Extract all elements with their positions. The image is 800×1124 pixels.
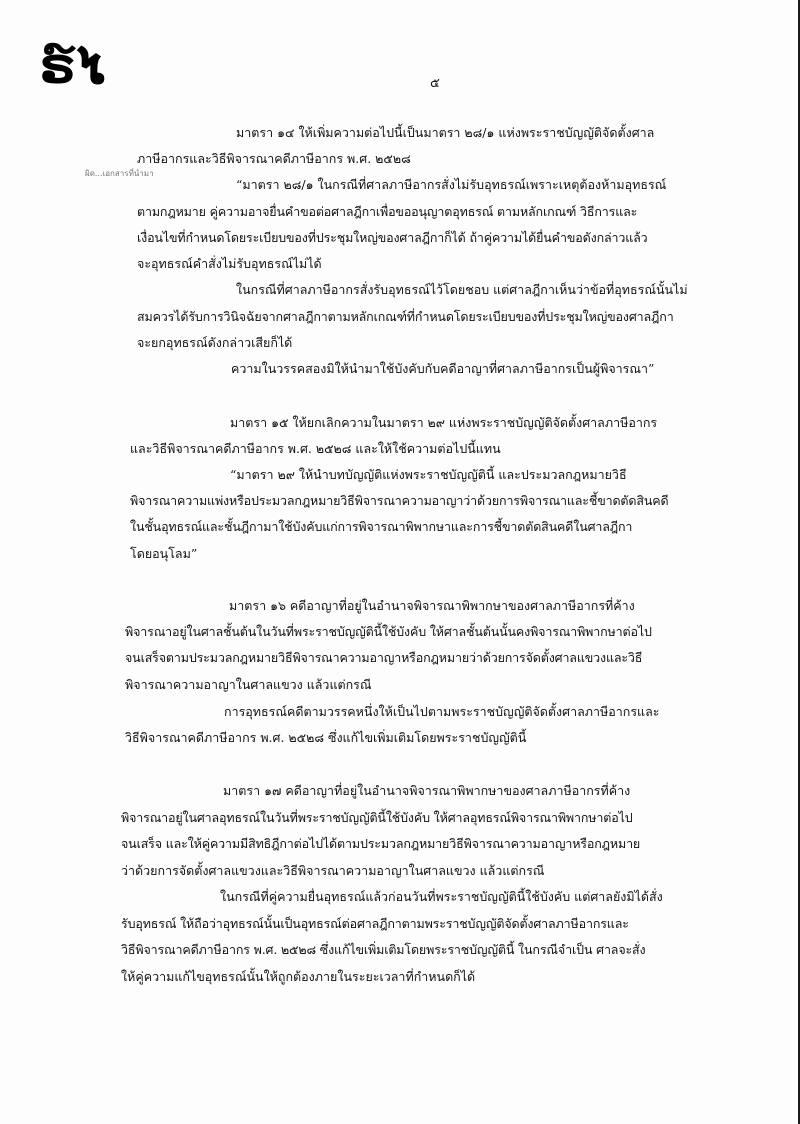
text-line: มาตรา ๑๔ ให้เพิ่มความต่อไปนี้เป็นมาตรา ๒๘/๑ แห่งพระราชบัญญัติจัดตั้งศาล (236, 125, 655, 140)
text-line: พิจารณาความแพ่งหรือประมวลกฎหมายวิธีพิจารณาความอาญาว่าด้วยการพิจารณาและชี้ขาดตัดสินคดี (130, 493, 669, 508)
text-line: รับอุทธรณ์ ให้ถือว่าอุทธรณ์นั้นเป็นอุทธรณ์ต่อศาลฎีกาตามพระราชบัญญัติจัดตั้งศาลภาษีอากรและ (121, 916, 629, 931)
text-line: พิจารณาอยู่ในศาลชั้นต้นในวันที่พระราชบัญญัตินี้ใช้บังคับ ให้ศาลชั้นต้นนั้นคงพิจารณาพิพากษาต่อไป (125, 624, 652, 639)
text-line: พิจารณาความอาญาในศาลแขวง แล้วแต่กรณี (125, 677, 372, 692)
text-line: “มาตรา ๒๙ ให้นำบทบัญญัติแห่งพระราชบัญญัตินี้ และประมวลกฎหมายวิธี (230, 467, 627, 482)
text-line: การอุทธรณ์คดีตามวรรคหนึ่งให้เป็นไปตามพระราชบัญญัติจัดตั้งศาลภาษีอากรและ (224, 704, 660, 719)
handwritten-mark: ຣ໌ໄ (40, 40, 109, 94)
text-line: และวิธีพิจารณาคดีภาษีอากร พ.ศ. ๒๕๒๘ และให้ใช้ความต่อไปนี้แทน (130, 441, 501, 456)
text-line: วิธีพิจารณาคดีภาษีอากร พ.ศ. ๒๕๒๘ ซึ่งแก้ไขเพิ่มเติมโดยพระราชบัญญัตินี้ (125, 730, 527, 745)
text-line: มาตรา ๑๗ คดีอาญาที่อยู่ในอำนาจพิจารณาพิพากษาของศาลภาษีอากรที่ค้าง (223, 783, 631, 798)
text-line: ในกรณีที่ศาลภาษีอากรสั่งรับอุทธรณ์ไว้โดยชอบ แต่ศาลฎีกาเห็นว่าข้อที่อุทธรณ์นั้นไม่ (236, 282, 688, 297)
text-line: จนเสร็จตามประมวลกฎหมายวิธีพิจารณาความอาญาหรือกฎหมายว่าด้วยการจัดตั้งศาลแขวงและวิธี (125, 650, 643, 665)
text-line: จนเสร็จ และให้คู่ความมีสิทธิฎีกาต่อไปได้ตามประมวลกฎหมายวิธีพิจารณาความอาญาหรือกฎหมาย (121, 836, 641, 851)
text-line: จะอุทธรณ์คำสั่งไม่รับอุทธรณ์ไม่ได้ (137, 256, 322, 271)
text-line: โดยอนุโลม” (130, 546, 198, 561)
text-line: จะยกอุทธรณ์ดังกล่าวเสียก็ได้ (137, 335, 293, 350)
text-line: ในชั้นอุทธรณ์และชั้นฎีกามาใช้บังคับแก่การพิจารณาพิพากษาและการชี้ขาดตัดสินคดีในศาลฎีกา (130, 519, 633, 534)
text-line: มาตรา ๑๖ คดีอาญาที่อยู่ในอำนาจพิจารณาพิพากษาของศาลภาษีอากรที่ค้าง (229, 598, 635, 613)
text-line: พิจารณาอยู่ในศาลอุทธรณ์ในวันที่พระราชบัญญัตินี้ใช้บังคับ ให้ศาลอุทธรณ์พิจารณาพิพากษาต่อไป (121, 810, 633, 825)
text-line: ตามกฎหมาย คู่ความอาจยื่นคำขอต่อศาลฎีกาเพื่อขออนุญาตอุทธรณ์ ตามหลักเกณฑ์ วิธีการและ (137, 204, 638, 219)
text-line: มาตรา ๑๕ ให้ยกเลิกความในมาตรา ๒๙ แห่งพระราชบัญญัติจัดตั้งศาลภาษีอากร (230, 415, 658, 430)
faint-stamp: ผิด...เอกสารที่นำมา (85, 169, 154, 178)
text-line: ให้คู่ความแก้ไขอุทธรณ์นั้นให้ถูกต้องภายในระยะเวลาที่กำหนดก็ได้ (121, 969, 476, 984)
text-line: วิธีพิจารณาคดีภาษีอากร พ.ศ. ๒๕๒๘ ซึ่งแก้ไขเพิ่มเติมโดยพระราชบัญญัตินี้ ในกรณีจำเป็น ศาลจะสั่ง (121, 942, 646, 957)
text-line: เงื่อนไขที่กำหนดโดยระเบียบของที่ประชุมใหญ่ของศาลฎีกาก็ได้ ถ้าคู่ความได้ยื่นคำขอดังกล่าวแล้ว (137, 230, 648, 245)
text-line: “มาตรา ๒๘/๑ ในกรณีที่ศาลภาษีอากรสั่งไม่รับอุทธรณ์เพราะเหตุต้องห้ามอุทธรณ์ (236, 177, 667, 192)
page-number: ๕ (430, 76, 440, 91)
text-line: ว่าด้วยการจัดตั้งศาลแขวงและวิธีพิจารณาความอาญาในศาลแขวง แล้วแต่กรณี (121, 863, 545, 878)
text-line: สมควรได้รับการวินิจฉัยจากศาลฎีกาตามหลักเกณฑ์ที่กำหนดโดยระเบียบของที่ประชุมใหญ่ของศาลฎีกา (137, 309, 674, 324)
text-line: ภาษีอากรและวิธีพิจารณาคดีภาษีอากร พ.ศ. ๒๕๒๘ (137, 151, 411, 166)
text-line: ในกรณีที่คู่ความยื่นอุทธรณ์แล้วก่อนวันที่พระราชบัญญัตินี้ใช้บังคับ แต่ศาลยังมิได้สั่ง (220, 889, 663, 904)
text-line: ความในวรรคสองมิให้นำมาใช้บังคับกับคดีอาญาที่ศาลภาษีอากรเป็นผู้พิจารณา” (231, 361, 655, 376)
